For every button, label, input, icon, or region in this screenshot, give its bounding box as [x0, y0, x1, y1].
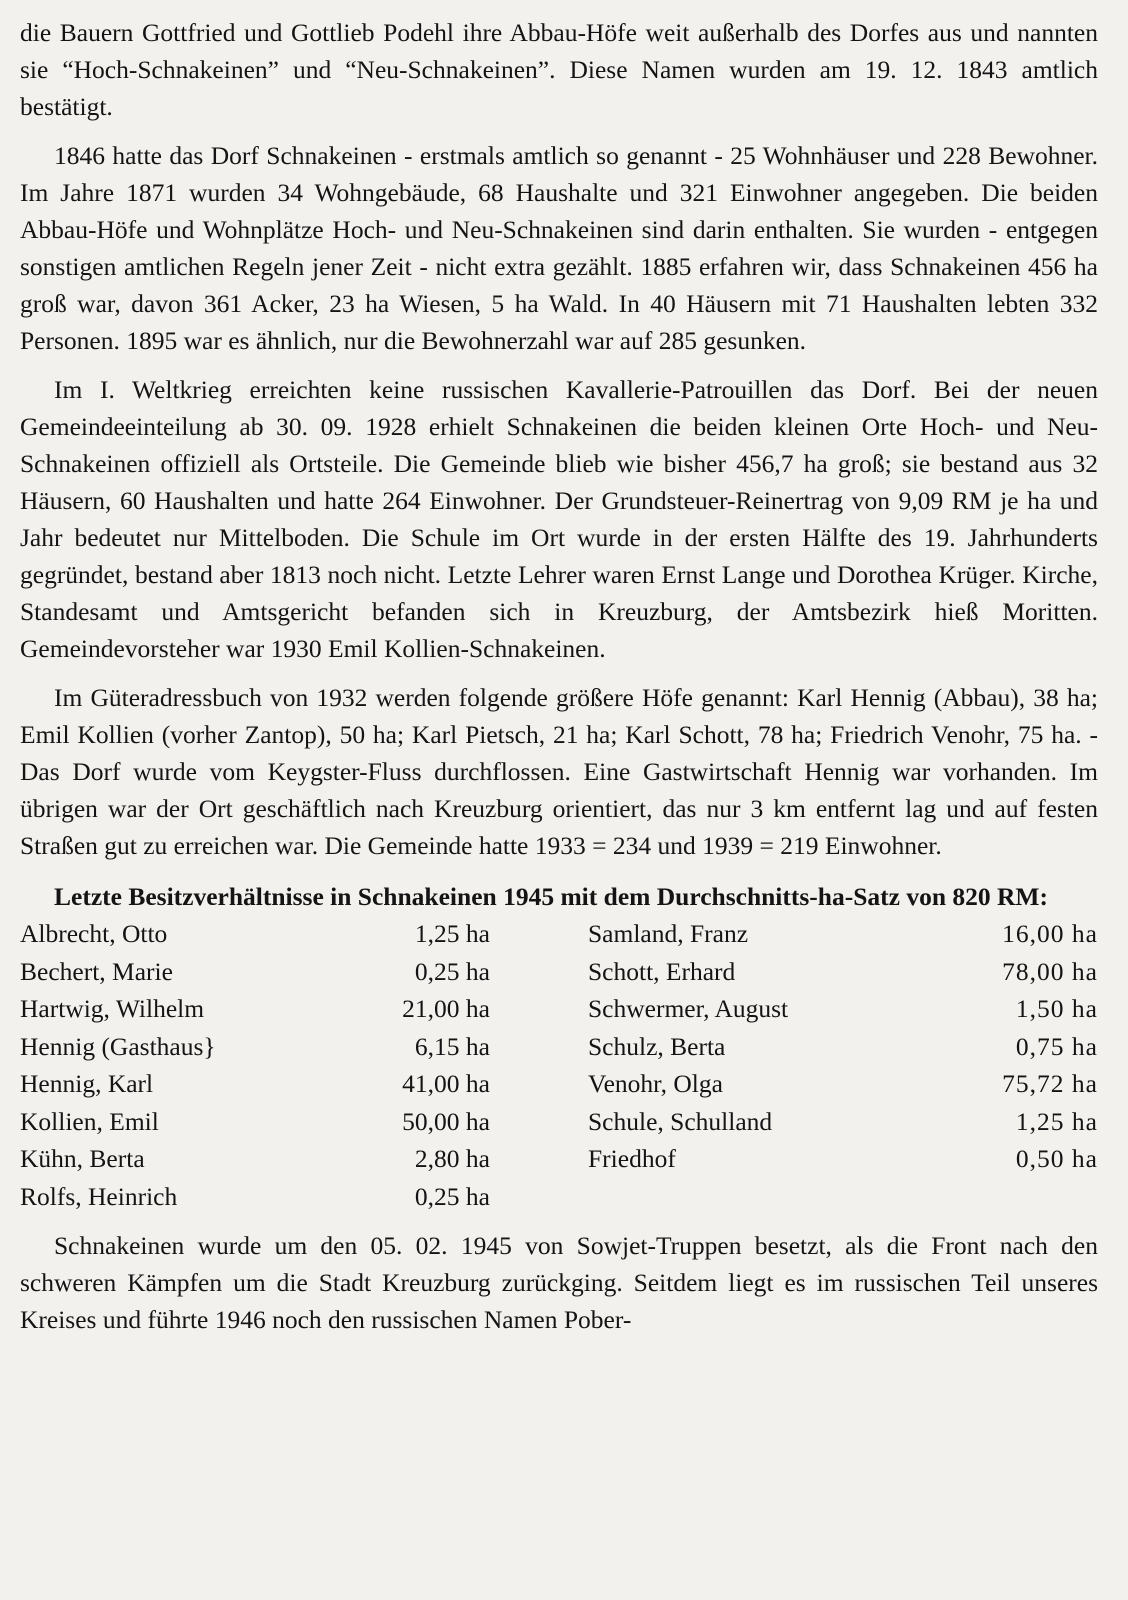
- holding-row: [588, 1028, 1098, 1066]
- holding-name: Friedhof: [588, 1144, 676, 1173]
- holding-name: Schott, Erhard: [588, 956, 736, 986]
- holding-name: Schulz, Berta: [588, 1031, 726, 1061]
- holding-row: [20, 953, 490, 991]
- holding-row: [588, 915, 1098, 953]
- holding-area: 1,25 ha: [414, 919, 490, 948]
- holdings-table: [20, 915, 1098, 1215]
- paragraph-weltkrieg: Im I. Weltkrieg erreichten keine russischen Kavallerie-Patrouillen das Dorf. Bei der neuen Gemeindeeinteilung ab 30. 09. 1928 erhielt Schnakeinen die beiden kleinen Orte Hoch- und Neu-Schnakeinen offiziell als Ortsteile. Die Gemeinde blieb wie bisher 456,7 ha groß; sie bestand aus 32 Häusern, 60 Haushalten und hatte 264 Einwohner. Der Grundsteuer-Reinertrag von 9,09 RM je ha und Jahr bedeutet nur Mittelboden. Die Schule im Ort wurde in der ersten Hälfte des 19. Jahrhunderts gegründet, bestand aber 1813 noch nicht. Letzte Lehrer waren Ernst Lange und Dorothea Krüger. Kirche, Standesamt und Amtsgericht befanden sich in Kreuzburg, der Amtsbezirk hieß Moritten. Gemeindevorsteher war 1930 Emil Kollien-Schnakeinen.: [20, 375, 1098, 663]
- holding-name: Schule, Schulland: [588, 1106, 773, 1136]
- holdings-column-left: [20, 915, 490, 1215]
- holding-area: 41,00 ha: [402, 1069, 490, 1098]
- holding-area: 1,50 ha: [1015, 994, 1098, 1023]
- holding-row: [588, 990, 1098, 1028]
- holding-area: 2,80 ha: [414, 1144, 490, 1173]
- paragraph-sowjet-besetzung: Schnakeinen wurde um den 05. 02. 1945 von Sowjet-Truppen besetzt, als die Front nach den schweren Kämpfen um die Stadt Kreuzburg zurückging. Seitdem liegt es im russischen Teil unseres Kreises und führte 1946 noch den russischen Namen Pober-: [20, 1231, 1098, 1334]
- holding-name: Hennig (Gasthaus}: [20, 1031, 216, 1061]
- paragraph-1846-statistics: 1846 hatte das Dorf Schnakeinen - erstmals amtlich so genannt - 25 Wohnhäuser und 228 Bewohner. Im Jahre 1871 wurden 34 Wohngebäude, 68 Haushalte und 321 Einwohner angegeben. Die beiden Abbau-Höfe und Wohnplätze Hoch- und Neu-Schnakeinen sind darin enthalten. Sie wurden - entgegen sonstigen amtlichen Regeln jener Zeit - nicht extra gezählt. 1885 erfahren wir, dass Schnakeinen 456 ha groß war, davon 361 Acker, 23 ha Wiesen, 5 ha Wald. In 40 Häusern mit 71 Haushalten lebten 332 Personen. 1895 war es ähnlich, nur die Bewohnerzahl war auf 285 gesunken.: [20, 141, 1098, 355]
- holding-row: [20, 1065, 490, 1103]
- holding-name: Kühn, Berta: [20, 1144, 145, 1173]
- holding-row: [20, 1028, 490, 1066]
- paragraph-gueteradressbuch: Im Güteradressbuch von 1932 werden folgende größere Höfe genannt: Karl Hennig (Abbau), 38 ha; Emil Kollien (vorher Zantop), 50 ha; Karl Pietsch, 21 ha; Karl Schott, 78 ha; Friedrich Venohr, 75 ha. - Das Dorf wurde vom Keygster-Fluss durchflossen. Eine Gastwirtschaft Hennig war vorhanden. Im übrigen war der Ort geschäftlich nach Kreuzburg orientiert, das nur 3 km entfernt lag und auf festen Straßen gut zu erreichen war. Die Gemeinde hatte 1933 = 234 und 1939 = 219 Einwohner.: [20, 683, 1098, 860]
- holding-row: [588, 953, 1098, 991]
- holding-area: 75,72 ha: [1002, 1069, 1098, 1098]
- holding-area: 21,00 ha: [402, 994, 490, 1023]
- holding-area: 50,00 ha: [402, 1106, 490, 1136]
- holding-area: 0,25 ha: [414, 1181, 490, 1211]
- holding-row: [588, 1065, 1098, 1103]
- holding-area: 0,25 ha: [414, 956, 490, 986]
- holding-row: [588, 1103, 1098, 1141]
- holding-name: Rolfs, Heinrich: [20, 1181, 178, 1211]
- holding-area: 0,75 ha: [1015, 1031, 1098, 1061]
- holding-name: Hartwig, Wilhelm: [20, 994, 205, 1023]
- holding-row: [20, 990, 490, 1028]
- holding-name: Hennig, Karl: [20, 1069, 154, 1098]
- holding-name: Venohr, Olga: [588, 1069, 723, 1098]
- holding-area: 0,50 ha: [1015, 1144, 1098, 1173]
- holding-row: [588, 1140, 1098, 1178]
- holding-row: [20, 1103, 490, 1141]
- holding-name: Schwermer, August: [588, 994, 789, 1023]
- holdings-heading: Letzte Besitzverhältnisse in Schnakeinen 1945 mit dem Durchschnitts-ha-Satz von 820 RM:: [54, 882, 1048, 911]
- holding-area: 78,00 ha: [1002, 956, 1098, 986]
- holding-name: Samland, Franz: [588, 919, 749, 948]
- paragraph-abbau-hoefe: die Bauern Gottfried und Gottlieb Podehl ihre Abbau-Höfe weit außerhalb des Dorfes aus und nannten sie “Hoch-Schnakeinen” und “Neu-Schnakeinen”. Diese Namen wurden am 19. 12. 1843 amtlich bestätigt.: [20, 18, 1098, 121]
- holding-name: Bechert, Marie: [20, 956, 173, 986]
- holding-name: Albrecht, Otto: [20, 919, 168, 948]
- holding-name: Kollien, Emil: [20, 1106, 159, 1136]
- holding-row: [20, 1178, 490, 1216]
- holding-area: 6,15 ha: [414, 1031, 490, 1061]
- holding-area: 16,00 ha: [1002, 919, 1098, 948]
- holding-area: 1,25 ha: [1015, 1106, 1098, 1136]
- holding-row: [20, 1140, 490, 1178]
- holding-row: [20, 915, 490, 953]
- holdings-column-right: [588, 915, 1098, 1215]
